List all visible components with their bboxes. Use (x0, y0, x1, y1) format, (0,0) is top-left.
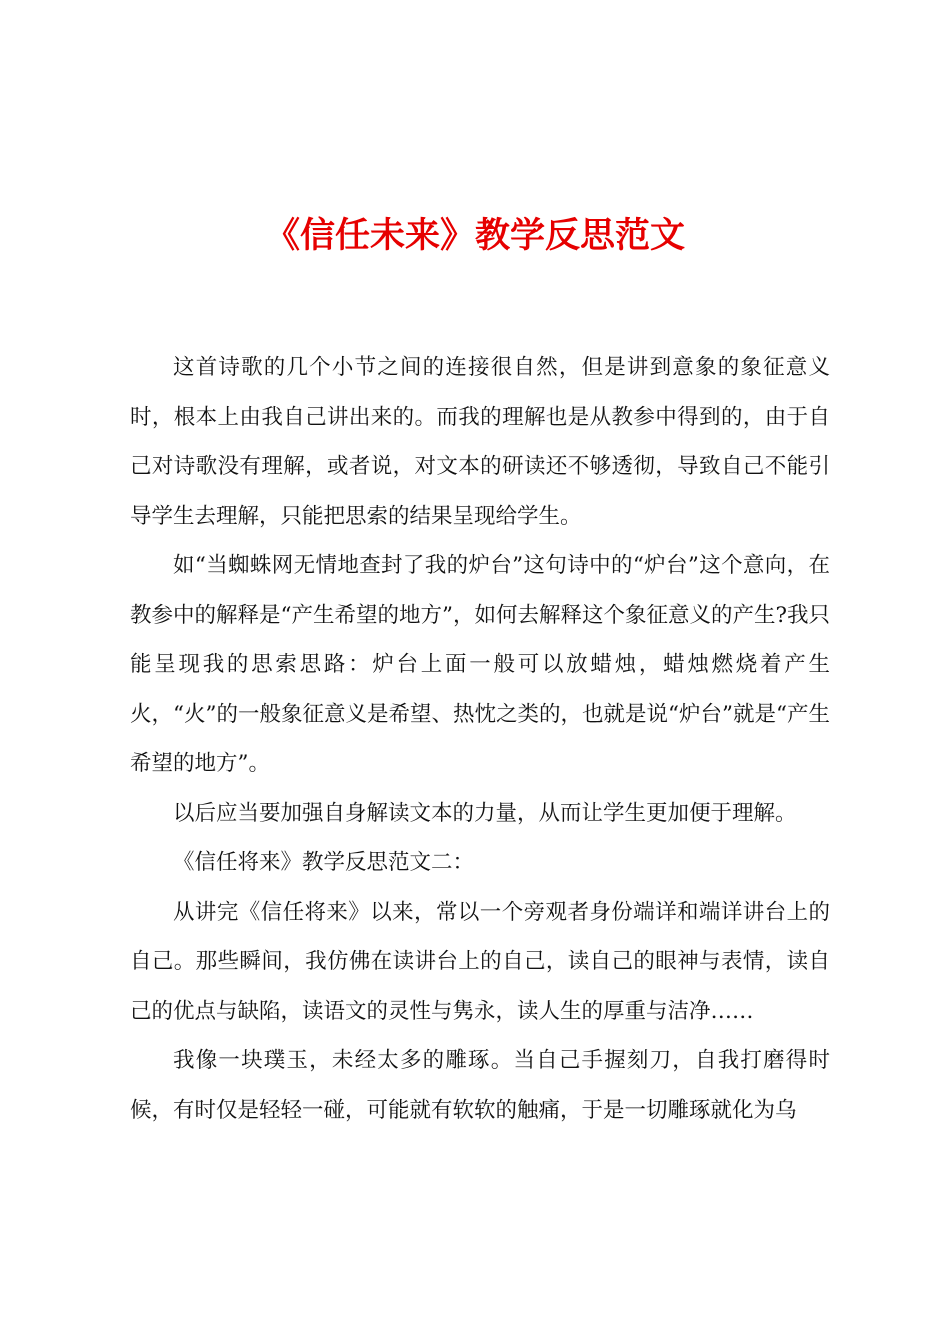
paragraph: 从讲完《信任将来》以来，常以一个旁观者身份端详和端详讲台上的自己。那些瞬间，我仿佛在读讲台上的自己，读自己的眼神与表情，读自己的优点与缺陷，读语文的灵性与隽永，读人生的厚重与洁净…… (130, 899, 830, 1024)
paragraph: 这首诗歌的几个小节之间的连接很自然，但是讲到意象的象征意义时，根本上由我自己讲出来的。而我的理解也是从教参中得到的，由于自己对诗歌没有理解，或者说，对文本的研读还不够透彻，导致自己不能引导学生去理解，只能把思索的结果呈现给学生。 (130, 355, 830, 529)
document-title: 《信任未来》教学反思范文 (264, 215, 685, 256)
paragraph: 如“当蜘蛛网无情地查封了我的炉台”这句诗中的“炉台”这个意向，在教参中的解释是“产生希望的地方”，如何去解释这个象征意义的产生?我只能呈现我的思索思路：炉台上面一般可以放蜡烛，蜡烛燃烧着产生火，“火”的一般象征意义是希望、热忱之类的，也就是说“炉台”就是“产生希望的地方”。 (130, 553, 831, 776)
paragraph: 我像一块璞玉，未经太多的雕琢。当自己手握刻刀，自我打磨得时候，有时仅是轻轻一碰，可能就有软软的触痛，于是一切雕琢就化为乌 (130, 1048, 830, 1123)
paragraph: 以后应当要加强自身解读文本的力量，从而让学生更加便于理解。 (173, 800, 797, 826)
paragraph: 《信任将来》教学反思范文二： (173, 850, 475, 875)
document-body (130, 343, 830, 1135)
